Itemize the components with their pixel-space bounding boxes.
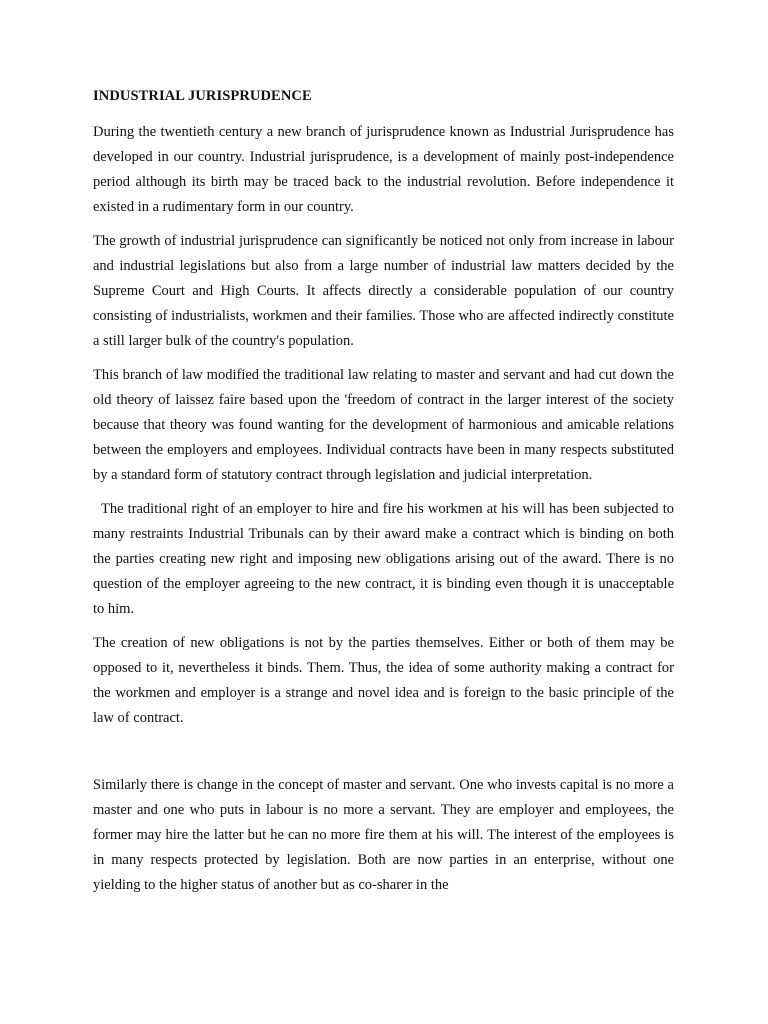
paragraph-4: The traditional right of an employer to hire and fire his workmen at his will has been subjected to many restraints Industrial Tribunals can by their award make a contract which is binding on both the parties creating new right and imposing new obligations arising out of the award. There is no question of the employer agreeing to the new contract, it is binding even though it is unacceptable to him. (93, 501, 674, 617)
paragraph-1: During the twentieth century a new branch of jurisprudence known as Industrial Jurisprudence has developed in our country. Industrial jurisprudence, is a development of mainly post-independence period although its birth may be traced back to the industrial revolution. Before independence it existed in a rudimentary form in our country. (93, 124, 674, 215)
document-title: INDUSTRIAL JURISPRUDENCE (93, 88, 312, 104)
paragraph-5: The creation of new obligations is not by the parties themselves. Either or both of them may be opposed to it, nevertheless it binds. Them. Thus, the idea of some authority making a contract for the workmen and employer is a strange and novel idea and is foreign to the basic principle of the law of contract. (93, 635, 674, 726)
paragraph-2: The growth of industrial jurisprudence can significantly be noticed not only from increase in labour and industrial legislations but also from a large number of industrial law matters decided by the Supreme Court and High Courts. It affects directly a considerable population of our country consisting of industrialists, workmen and their families. Those who are affected indirectly constitute a still larger bulk of the country's population. (93, 233, 674, 349)
paragraph-6: Similarly there is change in the concept of master and servant. One who invests capital is no more a master and one who puts in labour is no more a servant. They are employer and employees, the former may hire the latter but he can no more fire them at his will. The interest of the employees is in many respects protected by legislation. Both are now parties in an enterprise, without one yielding to the higher status of another but as co-sharer in the (93, 777, 674, 893)
paragraph-3: This branch of law modified the traditional law relating to master and servant and had cut down the old theory of laissez faire based upon the 'freedom of contract in the larger interest of the society because that theory was found wanting for the development of harmonious and amicable relations between the employers and employees. Individual contracts have been in many respects substituted by a standard form of statutory contract through legislation and judicial interpretation. (93, 367, 674, 483)
document-page (93, 86, 674, 907)
